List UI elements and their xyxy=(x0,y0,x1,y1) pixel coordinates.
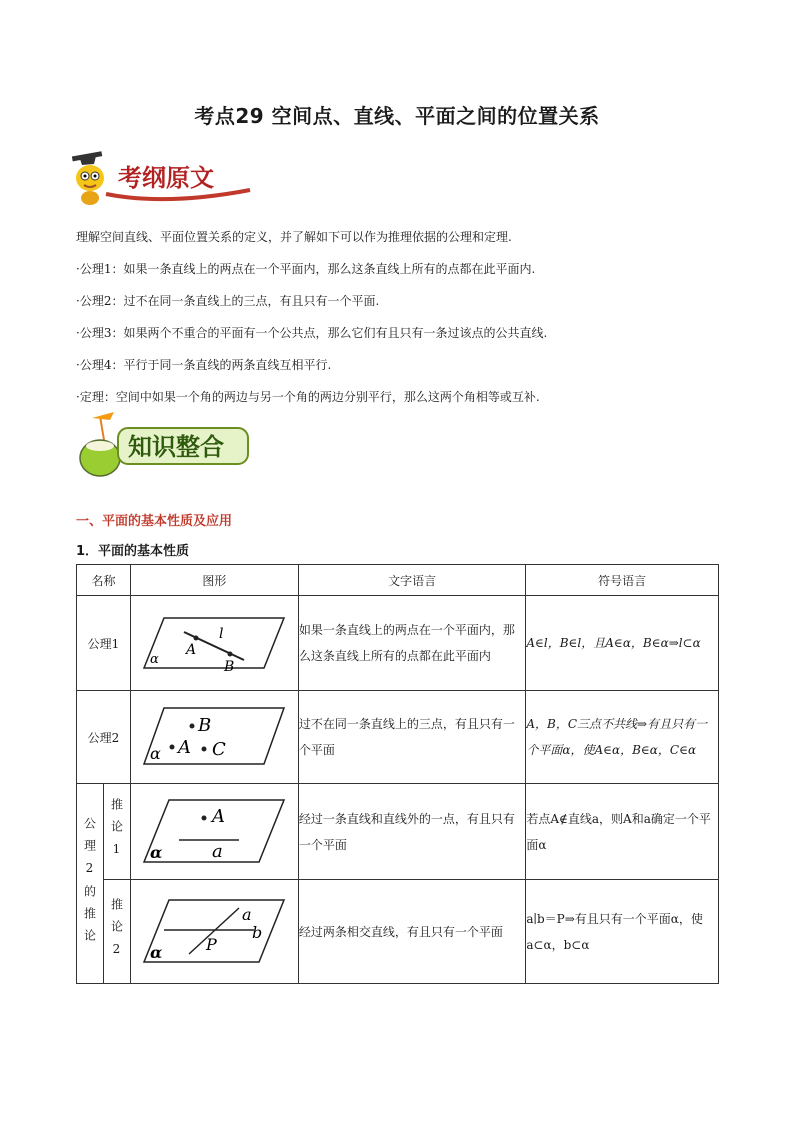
svg-text:a: a xyxy=(242,904,252,924)
bullet-axiom-4: ·公理4：平行于同一条直线的两条直线互相平行. xyxy=(76,358,332,372)
svg-text:A: A xyxy=(178,737,192,758)
row-symbol: A，B，C三点不共线⇒有且只有一个平面α，使A∈α，B∈α，C∈α xyxy=(526,691,719,784)
sub-heading: 1．平面的基本性质 xyxy=(76,544,190,559)
row-name: 推论2 xyxy=(103,880,130,984)
table-row xyxy=(77,596,719,691)
svg-text:A: A xyxy=(186,642,197,658)
table-row xyxy=(77,691,719,784)
row-name: 公理1 xyxy=(77,596,131,691)
row-symbol: 若点A∉直线a，则A和a确定一个平面α xyxy=(526,784,719,880)
row-name: 推论1 xyxy=(103,784,130,880)
coconut-icon xyxy=(80,412,120,476)
row-text: 如果一条直线上的两点在一个平面内，那么这条直线上所有的点都在此平面内 xyxy=(298,596,525,691)
bullet-axiom-1: ·公理1：如果一条直线上的两点在一个平面内，那么这条直线上所有的点都在此平面内. xyxy=(76,262,536,276)
table-row xyxy=(77,880,719,984)
row-text: 经过一条直线和直线外的一点，有且只有一个平面 xyxy=(298,784,525,880)
page-title: 考点29 空间点、直线、平面之间的位置关系 xyxy=(194,104,600,128)
figure-corollary-2 xyxy=(130,880,298,984)
section-heading: 一、平面的基本性质及应用 xyxy=(76,514,233,529)
figure-axiom-2 xyxy=(130,691,298,784)
svg-text:a: a xyxy=(212,840,224,862)
bullet-axiom-3: ·公理3：如果两个不重合的平面有一个公共点，那么它们有且只有一条过该点的公共直线. xyxy=(76,326,548,340)
row-symbol: A∈l，B∈l，且A∈α，B∈α⇒l⊂α xyxy=(526,596,719,691)
knowledge-banner xyxy=(70,410,254,480)
svg-text:C: C xyxy=(212,739,227,760)
header-name: 名称 xyxy=(77,565,131,596)
row-text: 经过两条相交直线，有且只有一个平面 xyxy=(298,880,525,984)
figure-axiom-1 xyxy=(130,596,298,691)
header-figure: 图形 xyxy=(130,565,298,596)
svg-text:P: P xyxy=(206,934,218,954)
svg-text:α: α xyxy=(150,652,160,667)
svg-text:α: α xyxy=(150,942,163,962)
figure-corollary-1 xyxy=(130,784,298,880)
table-row xyxy=(77,784,719,880)
group-label-text: 公理2的推论 xyxy=(82,816,97,951)
properties-table xyxy=(76,564,719,984)
svg-text:b: b xyxy=(252,922,263,942)
row-name: 公理2 xyxy=(77,691,131,784)
svg-text:α: α xyxy=(150,744,162,763)
header-text-language: 文字语言 xyxy=(298,565,525,596)
svg-text:B: B xyxy=(198,715,212,736)
row-symbol: a∣b＝P⇒有且只有一个平面α，使a⊂α，b⊂α xyxy=(526,880,719,984)
bullet-axiom-2: ·公理2：过不在同一条直线上的三点，有且只有一个平面. xyxy=(76,294,380,308)
group-label xyxy=(77,784,104,984)
table-header-row xyxy=(77,565,719,596)
svg-text:α: α xyxy=(150,842,163,862)
banner1-text: 考纲原文 xyxy=(118,164,214,192)
header-symbol-language: 符号语言 xyxy=(526,565,719,596)
bullet-theorem: ·定理：空间中如果一个角的两边与另一个角的两边分别平行，那么这两个角相等或互补. xyxy=(76,390,540,404)
exam-outline-banner xyxy=(66,150,252,208)
row-text: 过不在同一条直线上的三点，有且只有一个平面 xyxy=(298,691,525,784)
svg-text:l: l xyxy=(219,626,224,642)
svg-text:B: B xyxy=(224,659,235,675)
svg-text:A: A xyxy=(212,805,226,827)
banner2-text: 知识整合 xyxy=(128,433,224,461)
mascot-icon xyxy=(72,151,104,205)
intro-text: 理解空间直线、平面位置关系的定义，并了解如下可以作为推理依据的公理和定理. xyxy=(76,230,512,244)
